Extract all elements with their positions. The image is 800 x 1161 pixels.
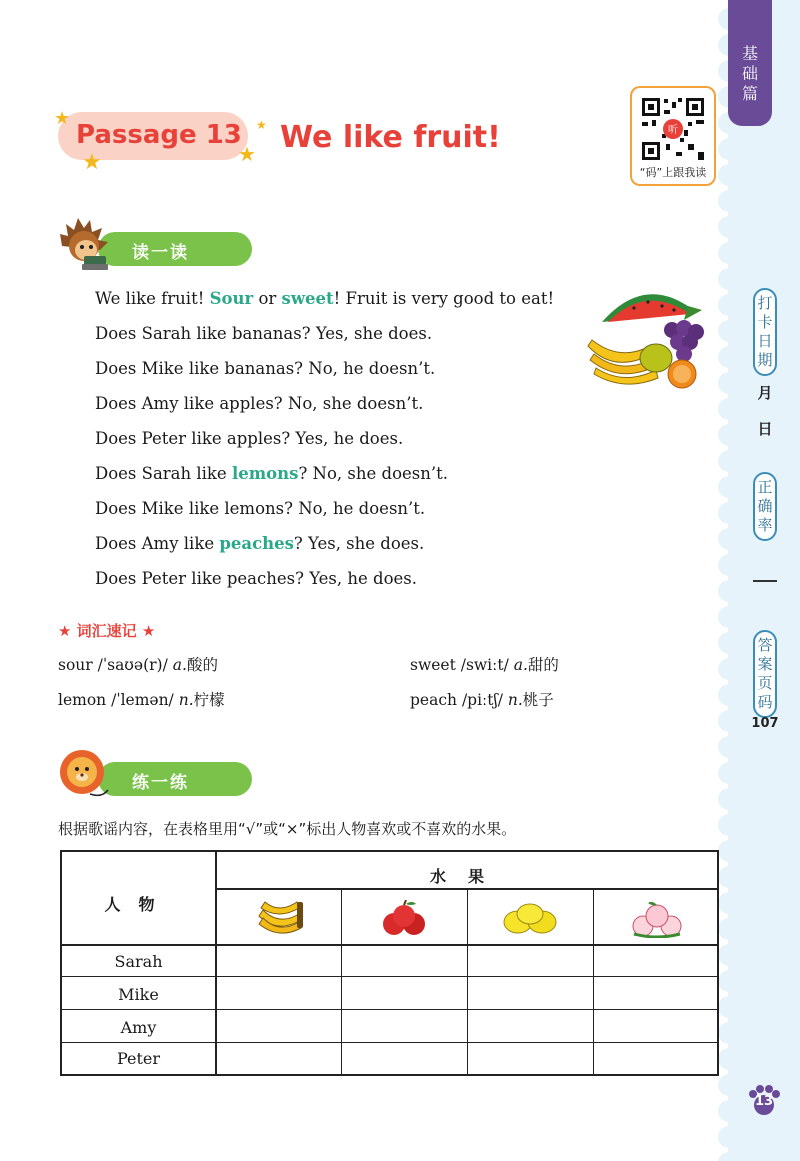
scallop-edge <box>718 580 740 602</box>
answer-cell[interactable] <box>468 1043 593 1074</box>
star-icon: ★ <box>54 108 71 129</box>
star-icon: ★ <box>238 142 256 166</box>
peach-icon <box>630 900 684 938</box>
scallop-edge <box>718 1048 740 1070</box>
scallop-edge <box>718 554 740 576</box>
scallop-edge <box>718 1152 740 1161</box>
vocab-meaning: 桃子 <box>522 691 554 709</box>
scallop-edge <box>718 1100 740 1122</box>
vocab-highlight: sweet <box>281 289 334 308</box>
scallop-edge <box>718 164 740 186</box>
scallop-edge <box>718 996 740 1018</box>
answer-cell[interactable] <box>342 977 467 1009</box>
apple-icon <box>380 900 430 938</box>
accuracy-label: 正确率 <box>753 472 777 541</box>
star-icon: ★ <box>256 118 267 132</box>
person-name: Sarah <box>114 952 163 971</box>
lemon-icon <box>502 902 558 938</box>
answer-cell[interactable] <box>217 1010 341 1042</box>
section-header-read <box>58 226 258 270</box>
scallop-edge <box>718 918 740 940</box>
fruit-basket-illustration <box>584 282 719 392</box>
vocab-item <box>58 688 225 710</box>
vocab-pos: a. <box>172 656 187 674</box>
fruit-table <box>60 850 719 1076</box>
passage-text-segment: Does Peter like apples? Yes, he does. <box>95 429 404 448</box>
answer-cell[interactable] <box>217 1043 341 1074</box>
answer-cell[interactable] <box>594 946 719 976</box>
vocab-pos: n. <box>507 691 523 709</box>
answer-cell[interactable] <box>342 1043 467 1074</box>
answer-cell[interactable] <box>342 1010 467 1042</box>
scallop-edge <box>718 242 740 264</box>
scallop-edge <box>718 944 740 966</box>
star-icon: ★ <box>82 150 102 175</box>
scallop-edge <box>718 476 740 498</box>
answer-page-label: 答案页码 <box>753 630 777 718</box>
scallop-edge <box>718 216 740 238</box>
scallop-edge <box>718 424 740 446</box>
answer-cell[interactable] <box>468 977 593 1009</box>
answer-cell[interactable] <box>342 946 467 976</box>
answer-cell[interactable] <box>594 1010 719 1042</box>
scallop-edge <box>718 892 740 914</box>
person-name: Mike <box>118 985 159 1004</box>
scallop-edge <box>718 684 740 706</box>
scallop-edge <box>718 1022 740 1044</box>
vocab-phonetic: /ˈsaʊə(r)/ <box>97 656 168 674</box>
page-number-badge <box>747 1085 781 1115</box>
page-number: 13 <box>754 1094 774 1109</box>
scallop-edge <box>718 528 740 550</box>
vocab-item <box>410 688 554 710</box>
scallop-edge <box>718 632 740 654</box>
passage-line <box>95 426 585 461</box>
vocab-word: sour <box>58 656 93 674</box>
scallop-edge <box>718 814 740 836</box>
passage-line <box>95 461 585 496</box>
scallop-edge <box>718 788 740 810</box>
passage-text-segment: ? Yes, she does. <box>293 534 425 553</box>
passage-line <box>95 391 585 426</box>
scallop-edge <box>718 970 740 992</box>
section-tab-label: 基础篇 <box>741 44 758 103</box>
section-tab <box>728 0 772 126</box>
scallop-edge <box>718 138 740 160</box>
scallop-edge <box>718 268 740 290</box>
vocab-meaning: 柠檬 <box>193 691 225 709</box>
scallop-edge <box>718 736 740 758</box>
vocab-meaning: 酸的 <box>186 656 218 674</box>
scallop-edge <box>718 190 740 212</box>
qr-code-icon <box>640 96 706 162</box>
section-practice-label: 练一练 <box>132 773 189 793</box>
vocab-phonetic: /swiːt/ <box>460 656 509 674</box>
passage-line <box>95 356 585 391</box>
section-read-label: 读一读 <box>132 243 189 263</box>
vocab-highlight: lemons <box>231 464 299 483</box>
scallop-edge <box>718 1126 740 1148</box>
qr-caption: “码”上跟我读 <box>639 166 707 179</box>
scallop-edge <box>718 450 740 472</box>
scallop-edge <box>718 866 740 888</box>
scallop-edge <box>718 762 740 784</box>
scallop-edge <box>718 320 740 342</box>
vocab-highlight: Sour <box>209 289 254 308</box>
passage-line <box>95 531 585 566</box>
vocab-phonetic: /ˈlemən/ <box>111 691 174 709</box>
passage-text-segment: Does Amy like apples? No, she doesn’t. <box>95 394 424 413</box>
passage-line <box>95 321 585 356</box>
scallop-edge <box>718 398 740 420</box>
answer-cell[interactable] <box>217 977 341 1009</box>
passage-line <box>95 496 585 531</box>
answer-cell[interactable] <box>468 946 593 976</box>
person-column-header: 人物 <box>104 895 173 914</box>
vocab-pos: n. <box>178 691 194 709</box>
qr-center-label: 听 <box>668 125 678 136</box>
page-title: We like fruit! <box>280 120 501 155</box>
passage-text-segment: Does Sarah like bananas? Yes, she does. <box>95 324 433 343</box>
answer-cell[interactable] <box>217 946 341 976</box>
scallop-edge <box>718 710 740 732</box>
checkin-date-label: 打卡日期 <box>753 288 777 376</box>
divider <box>753 580 777 582</box>
person-name: Peter <box>116 1049 161 1068</box>
passage-text-segment: We like fruit! <box>95 289 210 308</box>
vocab-word: peach <box>410 691 457 709</box>
passage-line <box>95 286 585 321</box>
vocab-phonetic: /piːtʃ/ <box>461 691 503 709</box>
passage-text-segment: Does Amy like <box>95 534 220 553</box>
scallop-edge <box>718 840 740 862</box>
lion-icon <box>58 746 110 802</box>
passage-text-segment: or <box>253 289 282 308</box>
scallop-edge <box>718 502 740 524</box>
answer-cell[interactable] <box>594 1043 719 1074</box>
scallop-edge <box>718 606 740 628</box>
scallop-edge <box>718 294 740 316</box>
passage-text-segment: ! Fruit is very good to eat! <box>333 289 555 308</box>
answer-cell[interactable] <box>594 977 719 1009</box>
month-label: 月 <box>757 384 773 402</box>
passage-text-segment: Does Mike like lemons? No, he doesn’t. <box>95 499 426 518</box>
passage-label: Passage 13 <box>76 120 242 150</box>
passage-text-segment: Does Peter like peaches? Yes, he does. <box>95 569 417 588</box>
vocab-pos: a. <box>513 656 528 674</box>
scallop-edge <box>718 1074 740 1096</box>
vocab-item <box>410 653 559 675</box>
vocab-word: sweet <box>410 656 456 674</box>
passage-text-segment: ? No, she doesn’t. <box>298 464 448 483</box>
fruit-column-header: 水果 <box>429 867 506 886</box>
passage-text-segment: Does Sarah like <box>95 464 232 483</box>
scallop-edge <box>718 372 740 394</box>
answer-cell[interactable] <box>468 1010 593 1042</box>
vocab-item <box>58 653 218 675</box>
passage-line <box>95 566 585 601</box>
exercise-instruction: 根据歌谣内容，在表格里用“√”或“×”标出人物喜欢或不喜欢的水果。 <box>58 820 517 838</box>
section-header-practice <box>58 756 258 800</box>
vocab-word: lemon <box>58 691 107 709</box>
scallop-edge <box>718 346 740 368</box>
passage-text-segment: Does Mike like bananas? No, he doesn’t. <box>95 359 436 378</box>
scallop-edge <box>718 658 740 680</box>
day-label: 日 <box>757 420 773 438</box>
vocab-highlight: peaches <box>219 534 294 553</box>
passage-text <box>95 286 585 601</box>
qr-code-box[interactable] <box>630 86 716 186</box>
person-name: Amy <box>120 1018 157 1037</box>
vocab-meaning: 甜的 <box>527 656 559 674</box>
banana-icon <box>255 896 305 940</box>
answer-page-number: 107 <box>751 716 779 731</box>
hedgehog-icon <box>58 216 110 272</box>
vocab-title: ★ 词汇速记 ★ <box>58 622 156 640</box>
